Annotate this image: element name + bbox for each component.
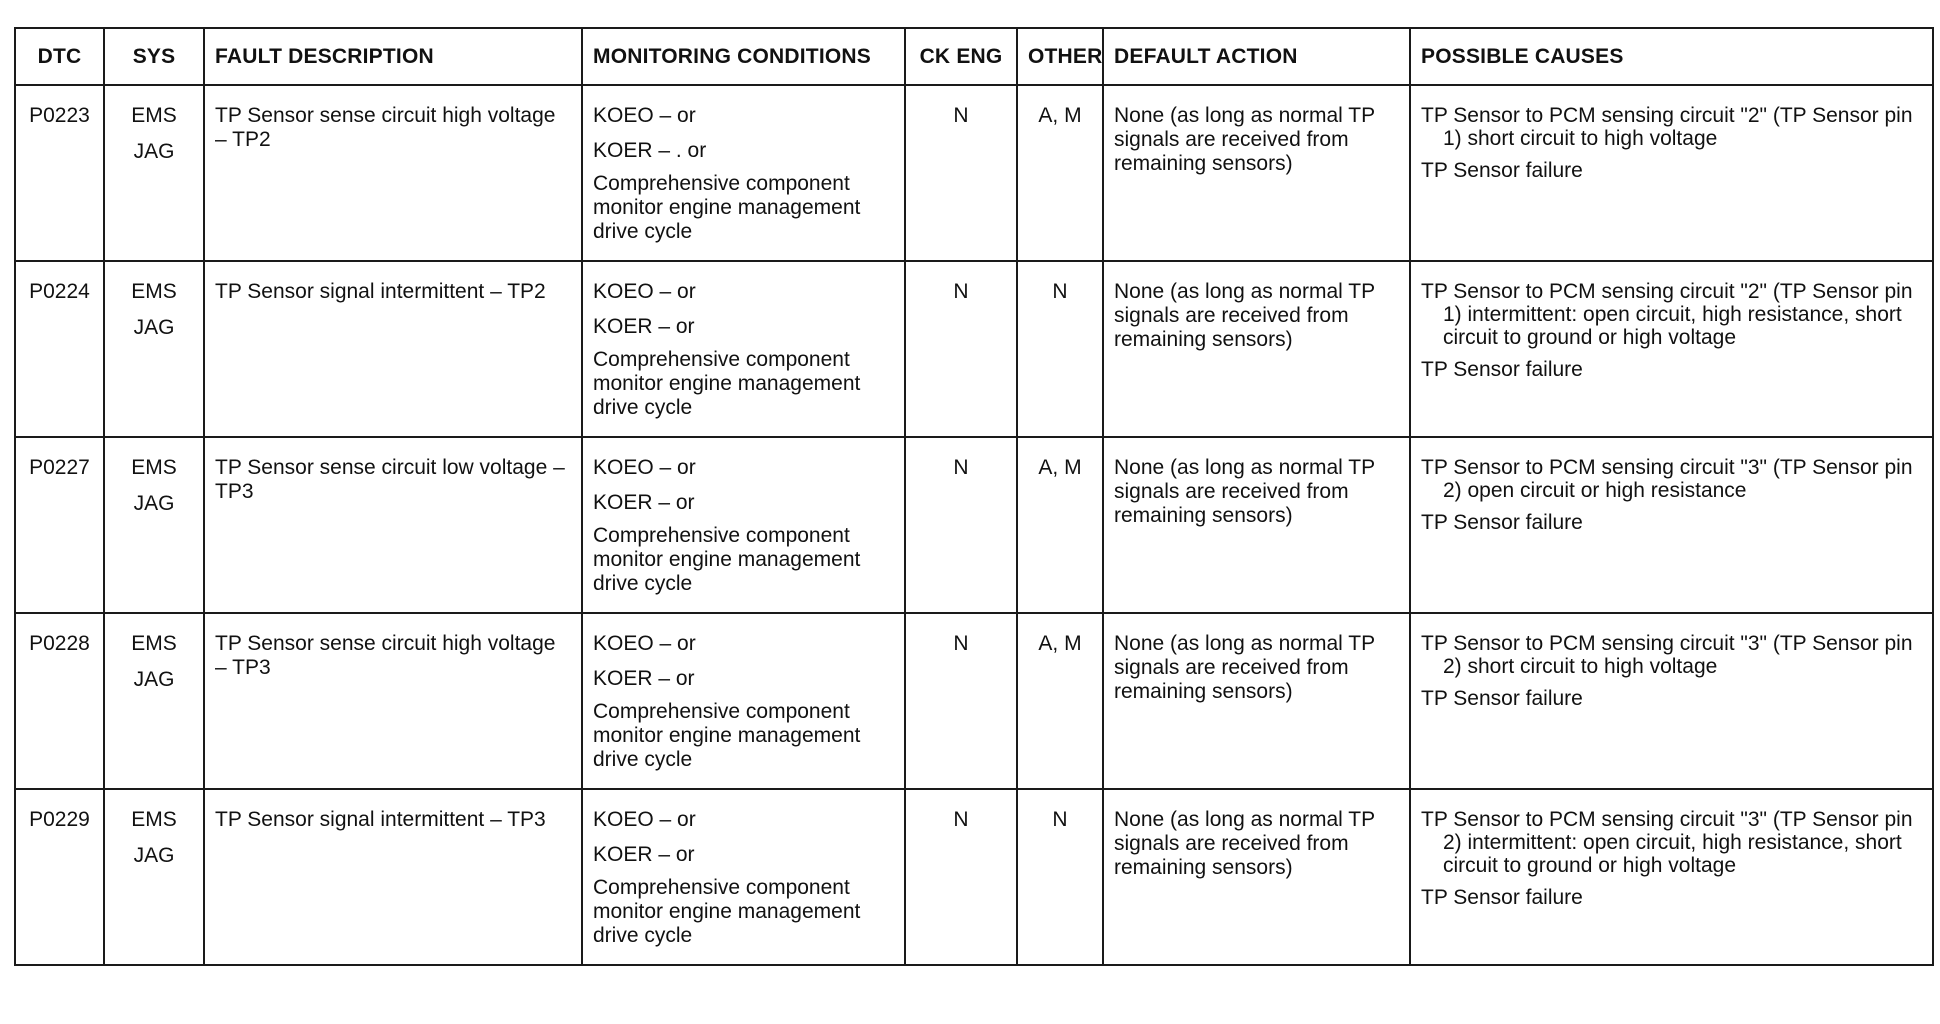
dtc-code: P0227 bbox=[15, 437, 104, 613]
monitoring-cell bbox=[582, 789, 905, 965]
table-row bbox=[15, 437, 1933, 613]
monitoring-comprehensive: Comprehensive component monitor engine management drive cycle bbox=[593, 172, 861, 243]
monitoring-comprehensive: Comprehensive component monitor engine management drive cycle bbox=[593, 700, 861, 771]
possible-causes-cell bbox=[1410, 261, 1933, 437]
monitoring-cell bbox=[582, 261, 905, 437]
header-dtc: DTC bbox=[15, 28, 104, 85]
monitoring-koeo: KOEO – or bbox=[593, 808, 696, 831]
sys-cell bbox=[104, 261, 204, 437]
ck-eng-value: N bbox=[905, 261, 1017, 437]
header-monitoring-conditions: MONITORING CONDITIONS bbox=[582, 28, 905, 85]
monitoring-koer: KOER – . or bbox=[593, 139, 707, 162]
other-value: A, M bbox=[1017, 613, 1103, 789]
sys-ems: EMS bbox=[131, 280, 177, 303]
default-action bbox=[1103, 85, 1410, 261]
possible-causes-cell bbox=[1410, 789, 1933, 965]
possible-cause: TP Sensor to PCM sensing circuit "2" (TP Sensor pin 1) short circuit to high voltage bbox=[1421, 104, 1913, 150]
table-row bbox=[15, 261, 1933, 437]
monitoring-koer: KOER – or bbox=[593, 491, 695, 514]
other-value: N bbox=[1017, 261, 1103, 437]
sys-jag: JAG bbox=[133, 140, 175, 163]
fault-description: TP Sensor signal intermittent – TP2 bbox=[204, 261, 582, 437]
header-possible-causes: POSSIBLE CAUSES bbox=[1410, 28, 1933, 85]
possible-cause: TP Sensor failure bbox=[1421, 159, 1583, 182]
header-ck-eng: CK ENG bbox=[905, 28, 1017, 85]
possible-cause: TP Sensor failure bbox=[1421, 886, 1583, 909]
default-action-text: None (as long as normal TP signals are received from remaining sensors) bbox=[1114, 280, 1375, 351]
other-value: A, M bbox=[1017, 437, 1103, 613]
possible-causes-cell bbox=[1410, 613, 1933, 789]
default-action bbox=[1103, 613, 1410, 789]
ck-eng-value: N bbox=[905, 613, 1017, 789]
header-row bbox=[15, 28, 1933, 85]
sys-ems: EMS bbox=[131, 808, 177, 831]
possible-cause: TP Sensor failure bbox=[1421, 511, 1583, 534]
fault-description: TP Sensor sense circuit high voltage – TP3 bbox=[204, 613, 582, 789]
sys-ems: EMS bbox=[131, 104, 177, 127]
sys-cell bbox=[104, 85, 204, 261]
monitoring-koeo: KOEO – or bbox=[593, 104, 696, 127]
default-action-text: None (as long as normal TP signals are received from remaining sensors) bbox=[1114, 104, 1375, 175]
monitoring-comprehensive: Comprehensive component monitor engine management drive cycle bbox=[593, 876, 861, 947]
sys-jag: JAG bbox=[133, 668, 175, 691]
default-action-text: None (as long as normal TP signals are received from remaining sensors) bbox=[1114, 808, 1375, 879]
possible-causes-cell bbox=[1410, 437, 1933, 613]
default-action bbox=[1103, 437, 1410, 613]
fault-description: TP Sensor sense circuit low voltage – TP3 bbox=[204, 437, 582, 613]
monitoring-koer: KOER – or bbox=[593, 667, 695, 690]
monitoring-koeo: KOEO – or bbox=[593, 280, 696, 303]
dtc-table-wrapper bbox=[14, 27, 1934, 966]
ck-eng-value: N bbox=[905, 437, 1017, 613]
monitoring-koeo: KOEO – or bbox=[593, 632, 696, 655]
fault-description: TP Sensor signal intermittent – TP3 bbox=[204, 789, 582, 965]
possible-cause: TP Sensor failure bbox=[1421, 687, 1583, 710]
header-sys: SYS bbox=[104, 28, 204, 85]
monitoring-koeo: KOEO – or bbox=[593, 456, 696, 479]
dtc-code: P0229 bbox=[15, 789, 104, 965]
default-action bbox=[1103, 789, 1410, 965]
default-action-text: None (as long as normal TP signals are received from remaining sensors) bbox=[1114, 456, 1375, 527]
monitoring-comprehensive: Comprehensive component monitor engine management drive cycle bbox=[593, 348, 861, 419]
header-other: OTHER bbox=[1017, 28, 1103, 85]
table-row bbox=[15, 85, 1933, 261]
sys-jag: JAG bbox=[133, 316, 175, 339]
dtc-code: P0224 bbox=[15, 261, 104, 437]
monitoring-cell bbox=[582, 85, 905, 261]
dtc-code: P0223 bbox=[15, 85, 104, 261]
default-action-text: None (as long as normal TP signals are received from remaining sensors) bbox=[1114, 632, 1375, 703]
ck-eng-value: N bbox=[905, 85, 1017, 261]
sys-jag: JAG bbox=[133, 492, 175, 515]
monitoring-koer: KOER – or bbox=[593, 315, 695, 338]
dtc-table bbox=[14, 27, 1934, 966]
header-default-action: DEFAULT ACTION bbox=[1103, 28, 1410, 85]
monitoring-cell bbox=[582, 437, 905, 613]
other-value: N bbox=[1017, 789, 1103, 965]
monitoring-comprehensive: Comprehensive component monitor engine management drive cycle bbox=[593, 524, 861, 595]
default-action bbox=[1103, 261, 1410, 437]
sys-jag: JAG bbox=[133, 844, 175, 867]
possible-cause: TP Sensor to PCM sensing circuit "3" (TP Sensor pin 2) intermittent: open circuit, high resistance, short circuit to ground or high voltage bbox=[1421, 808, 1913, 877]
possible-cause: TP Sensor to PCM sensing circuit "2" (TP Sensor pin 1) intermittent: open circuit, high resistance, short circuit to ground or high voltage bbox=[1421, 280, 1913, 349]
sys-cell bbox=[104, 613, 204, 789]
possible-cause: TP Sensor failure bbox=[1421, 358, 1583, 381]
possible-cause: TP Sensor to PCM sensing circuit "3" (TP Sensor pin 2) open circuit or high resistance bbox=[1421, 456, 1913, 502]
sys-cell bbox=[104, 789, 204, 965]
fault-description: TP Sensor sense circuit high voltage – TP2 bbox=[204, 85, 582, 261]
sys-ems: EMS bbox=[131, 632, 177, 655]
sys-cell bbox=[104, 437, 204, 613]
possible-causes-cell bbox=[1410, 85, 1933, 261]
dtc-code: P0228 bbox=[15, 613, 104, 789]
ck-eng-value: N bbox=[905, 789, 1017, 965]
header-fault-description: FAULT DESCRIPTION bbox=[204, 28, 582, 85]
table-row bbox=[15, 789, 1933, 965]
sys-ems: EMS bbox=[131, 456, 177, 479]
monitoring-cell bbox=[582, 613, 905, 789]
possible-cause: TP Sensor to PCM sensing circuit "3" (TP Sensor pin 2) short circuit to high voltage bbox=[1421, 632, 1913, 678]
monitoring-koer: KOER – or bbox=[593, 843, 695, 866]
other-value: A, M bbox=[1017, 85, 1103, 261]
table-row bbox=[15, 613, 1933, 789]
